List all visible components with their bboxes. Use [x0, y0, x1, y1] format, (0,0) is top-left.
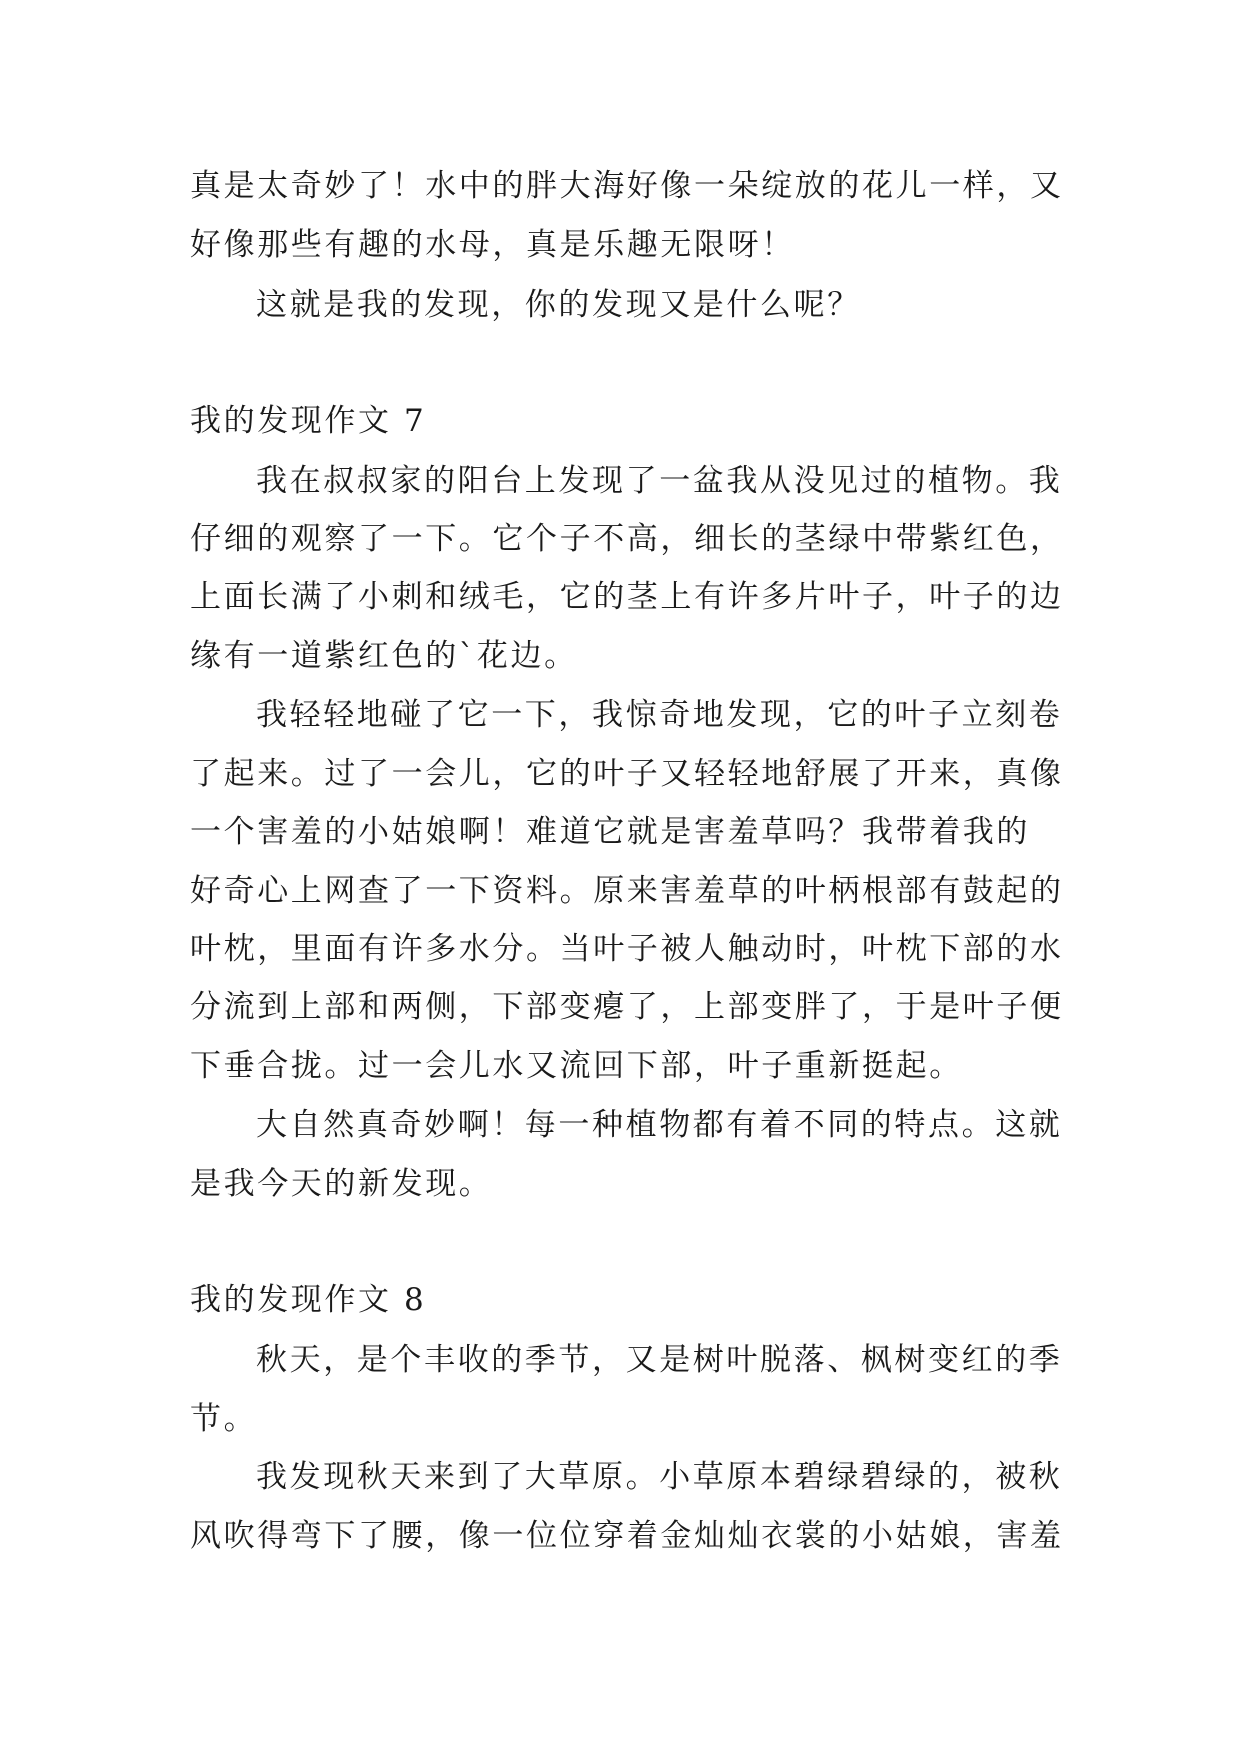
paragraph-line: 是我今天的新发现。	[190, 1166, 493, 1202]
paragraph-line: 我发现秋天来到了大草原。小草原本碧绿碧绿的，被秋	[256, 1459, 1063, 1495]
paragraph-line: 上面长满了小刺和绒毛，它的茎上有许多片叶子，叶子的边	[190, 579, 1064, 615]
paragraph-line: 真是太奇妙了！水中的胖大海好像一朵绽放的花儿一样，又	[190, 168, 1064, 204]
paragraph-line: 仔细的观察了一下。它个子不高，细长的茎绿中带紫红色，	[190, 521, 1064, 557]
section-heading: 我的发现作文 8	[190, 1282, 427, 1318]
paragraph-line: 好像那些有趣的水母，真是乐趣无限呀！	[190, 227, 795, 263]
paragraph-line: 缘有一道紫红色的`花边。	[190, 638, 578, 674]
paragraph-line: 下垂合拢。过一会儿水又流回下部，叶子重新挺起。	[190, 1048, 963, 1084]
paragraph-line: 了起来。过了一会儿，它的叶子又轻轻地舒展了开来，真像	[190, 756, 1064, 792]
paragraph-line: 秋天，是个丰收的季节，又是树叶脱落、枫树变红的季	[256, 1342, 1063, 1378]
section-heading: 我的发现作文 7	[190, 403, 427, 439]
paragraph-line: 我轻轻地碰了它一下，我惊奇地发现，它的叶子立刻卷	[256, 697, 1063, 733]
paragraph-line: 叶枕，里面有许多水分。当叶子被人触动时，叶枕下部的水	[190, 931, 1064, 967]
paragraph-line: 分流到上部和两侧，下部变瘪了，上部变胖了，于是叶子便	[190, 989, 1064, 1025]
paragraph-line: 这就是我的发现，你的发现又是什么呢？	[256, 287, 861, 323]
paragraph-line: 节。	[190, 1401, 258, 1437]
paragraph-line: 风吹得弯下了腰，像一位位穿着金灿灿衣裳的小姑娘，害羞	[190, 1518, 1064, 1554]
paragraph-line: 一个害羞的小姑娘啊！难道它就是害羞草吗？我带着我的	[190, 814, 1030, 850]
paragraph-line: 大自然真奇妙啊！每一种植物都有着不同的特点。这就	[256, 1107, 1063, 1143]
paragraph-line: 好奇心上网查了一下资料。原来害羞草的叶柄根部有鼓起的	[190, 873, 1064, 909]
paragraph-line: 我在叔叔家的阳台上发现了一盆我从没见过的植物。我	[256, 463, 1063, 499]
